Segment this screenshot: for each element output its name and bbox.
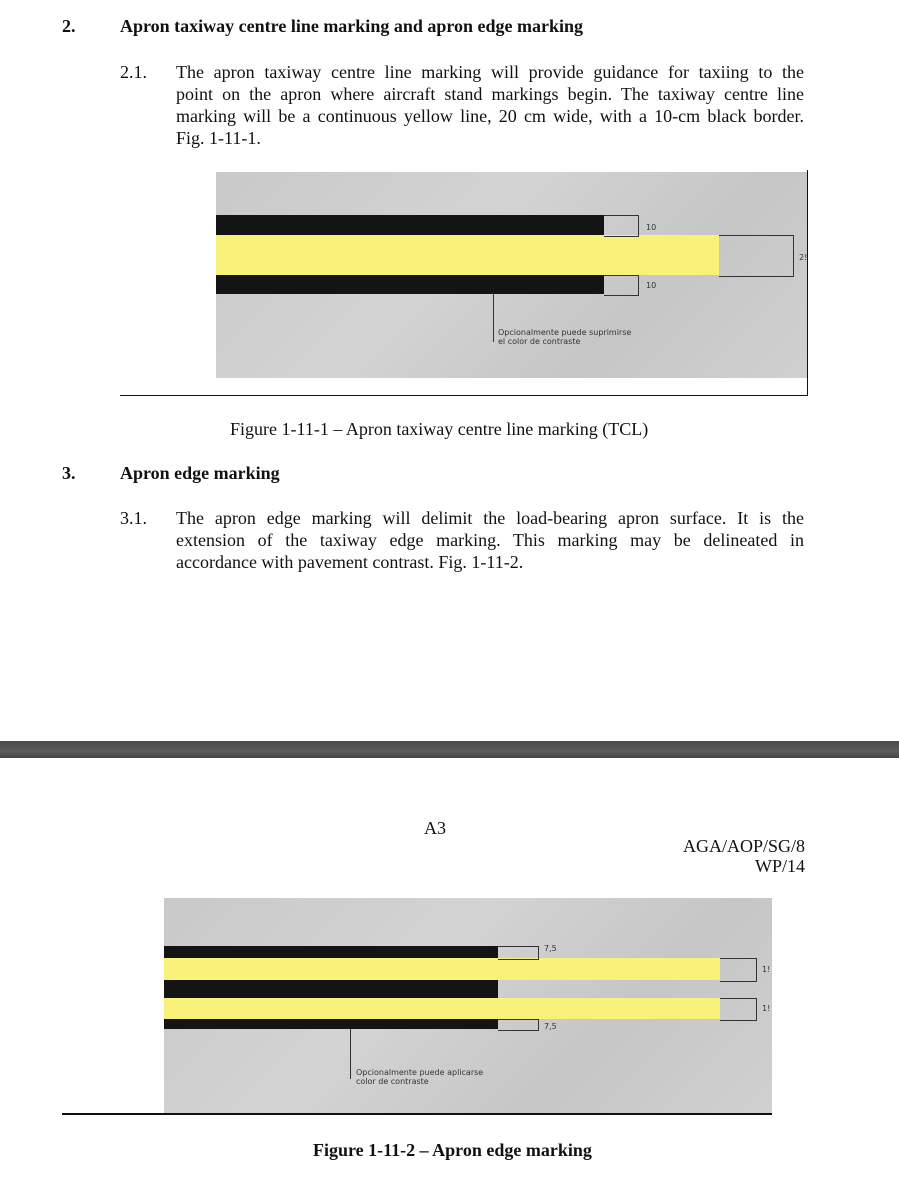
note-line: Opcionalmente puede suprimirse: [498, 328, 632, 337]
dimension-label-bottom: 7,5: [544, 1022, 557, 1031]
figure-1-11-2-image: [164, 898, 772, 1114]
dimension-bracket-right: [719, 235, 794, 277]
note-leader-line: [350, 1029, 351, 1079]
dimension-bracket-right-upper: [720, 958, 757, 982]
para-line: marking will be a continuous yellow line, 20 cm wide, with a 10-cm black border.: [176, 106, 804, 126]
section-2-title: Apron taxiway centre line marking and apron edge marking: [120, 16, 584, 36]
dimension-bracket-bottom: [498, 1019, 539, 1031]
black-border-bottom: [216, 275, 604, 294]
black-border-top: [216, 215, 604, 235]
figure-2-base-rule: [62, 1113, 772, 1115]
para-line: accordance with pavement contrast. Fig. 1-11-2.: [176, 552, 524, 572]
figure-1-frame-edge: [807, 170, 808, 396]
dimension-label-top: 7,5: [544, 944, 557, 953]
black-contrast-middle: [164, 980, 498, 998]
figure-2-caption: Figure 1-11-2 – Apron edge marking: [313, 1140, 592, 1160]
dimension-label-top: 10: [646, 223, 657, 232]
figure-1-11-1-image: [216, 172, 808, 378]
dimension-bracket-top: [604, 215, 639, 237]
document-reference: AGA/AOP/SG/8: [682, 836, 805, 856]
yellow-centre-line: [216, 235, 719, 275]
para-3-1-number: 3.1.: [120, 508, 147, 528]
para-line: point on the apron where aircraft stand markings begin. The taxiway centre line: [176, 84, 804, 104]
black-border-top: [164, 946, 498, 958]
dimension-label-right: 2!: [799, 253, 808, 262]
working-paper-reference: WP/14: [754, 856, 805, 876]
yellow-edge-line-upper: [164, 958, 720, 980]
yellow-edge-line-lower: [164, 998, 720, 1019]
black-border-bottom: [164, 1019, 498, 1029]
dimension-label-right-upper: 1!: [762, 965, 771, 974]
figure-1-caption: Figure 1-11-1 – Apron taxiway centre line marking (TCL): [230, 419, 649, 439]
note-line: el color de contraste: [498, 337, 581, 346]
dimension-bracket-bottom: [604, 275, 639, 296]
dimension-bracket-right-lower: [720, 998, 757, 1021]
section-3-number: 3.: [62, 463, 76, 483]
page-label: A3: [424, 818, 446, 838]
note-text: [356, 1068, 483, 1086]
para-2-1-text: [176, 61, 804, 149]
note-line: Opcionalmente puede aplicarse: [356, 1068, 484, 1077]
page-separator: [0, 741, 899, 758]
para-line: Fig. 1-11-1.: [176, 128, 261, 148]
para-3-1-text: [176, 507, 804, 573]
note-text: [498, 328, 631, 346]
dimension-bracket-top: [498, 946, 539, 960]
para-line: The apron taxiway centre line marking will provide guidance for taxiing to the: [176, 62, 804, 82]
figure-1-base-rule: [120, 395, 808, 396]
note-line: color de contraste: [356, 1077, 429, 1086]
section-2-number: 2.: [62, 16, 76, 36]
dimension-label-right-lower: 1!: [762, 1004, 771, 1013]
dimension-label-bottom: 10: [646, 281, 657, 290]
note-leader-line: [493, 294, 494, 342]
para-2-1-number: 2.1.: [120, 62, 147, 82]
section-3-title: Apron edge marking: [120, 463, 280, 483]
para-line: The apron edge marking will delimit the load-bearing apron surface. It is the: [176, 508, 804, 528]
para-line: extension of the taxiway edge marking. This marking may be delineated in: [176, 530, 804, 550]
